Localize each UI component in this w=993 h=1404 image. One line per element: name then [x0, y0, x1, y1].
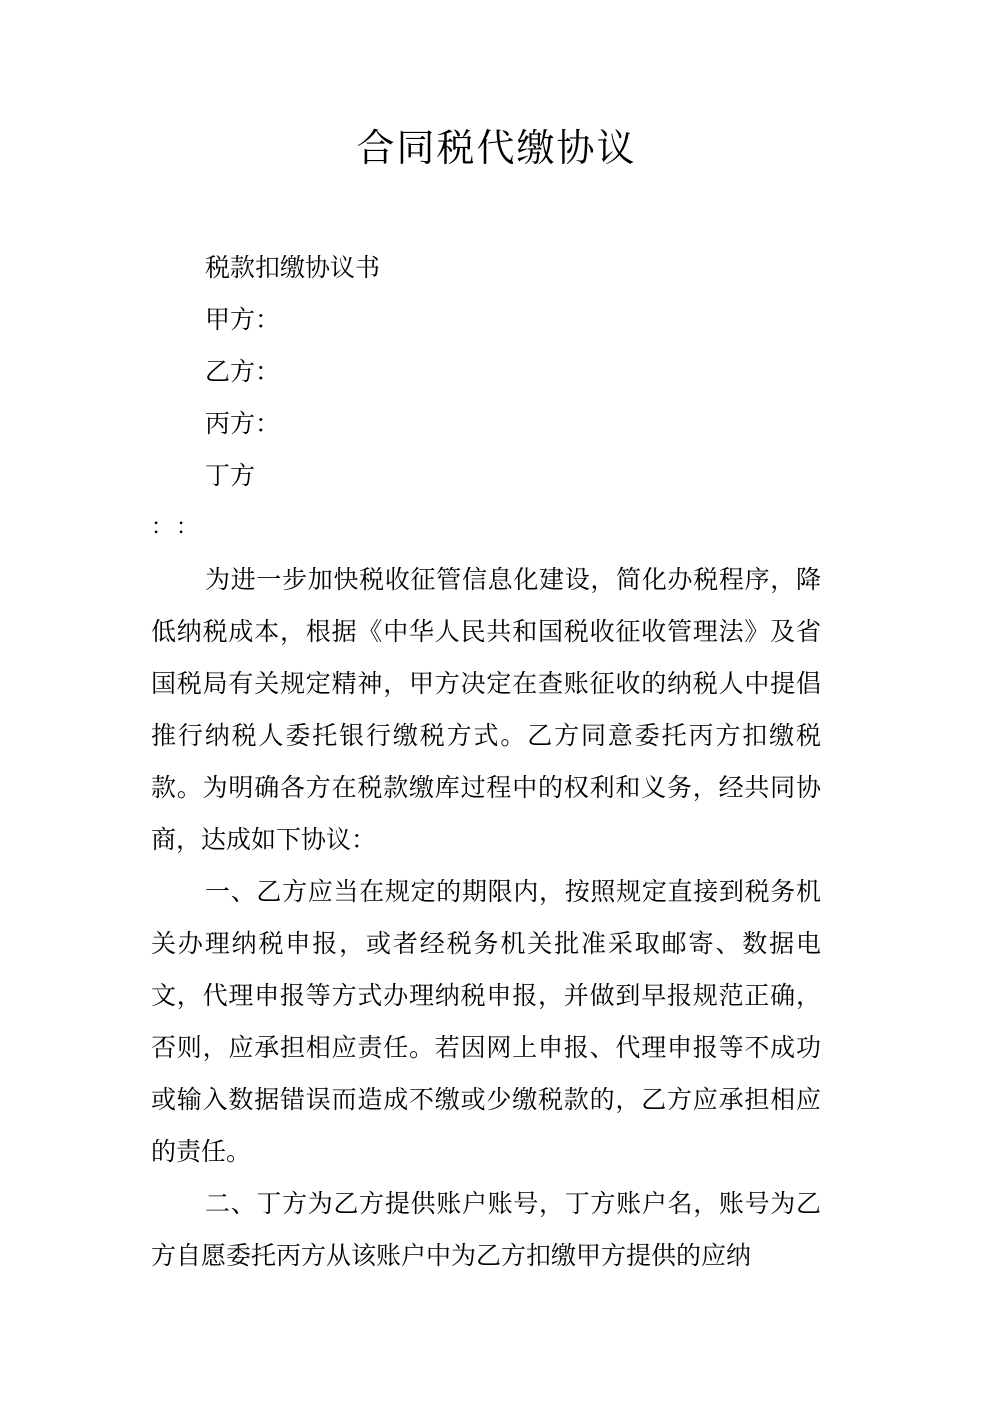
party-a-label: 甲方： [205, 305, 281, 334]
clause-two-paragraph: 二、丁方为乙方提供账户账号，丁方账户名，账号为乙方自愿委托丙方从该账户中为乙方扣缴甲方提供的应纳 [151, 1189, 821, 1270]
agreement-subtitle: 税款扣缴协议书 [205, 253, 381, 282]
colon-line: ：： [151, 515, 213, 540]
clause-one-paragraph: 一、乙方应当在规定的期限内，按照规定直接到税务机关办理纳税申报，或者经税务机关批准采取邮寄、数据电文，代理申报等方式办理纳税申报，并做到早报规范正确，否则，应承担相应责任。若因网上申报、代理申报等不成功或输入数据错误而造成不缴或少缴税款的，乙方应承担相应的责任。 [151, 877, 821, 1166]
party-b-label: 乙方： [205, 357, 281, 386]
document-body [151, 242, 821, 1282]
party-d-label: 丁方 [205, 461, 256, 490]
intro-paragraph: 为进一步加快税收征管信息化建设，简化办税程序，降低纳税成本，根据《中华人民共和国税收征收管理法》及省国税局有关规定精神，甲方决定在查账征收的纳税人中提倡推行纳税人委托银行缴税方式。乙方同意委托丙方扣缴税款。为明确各方在税款缴库过程中的权利和义务，经共同协商，达成如下协议： [151, 565, 821, 854]
party-c-label: 丙方： [205, 409, 281, 438]
document-title: 合同税代缴协议 [356, 126, 637, 170]
